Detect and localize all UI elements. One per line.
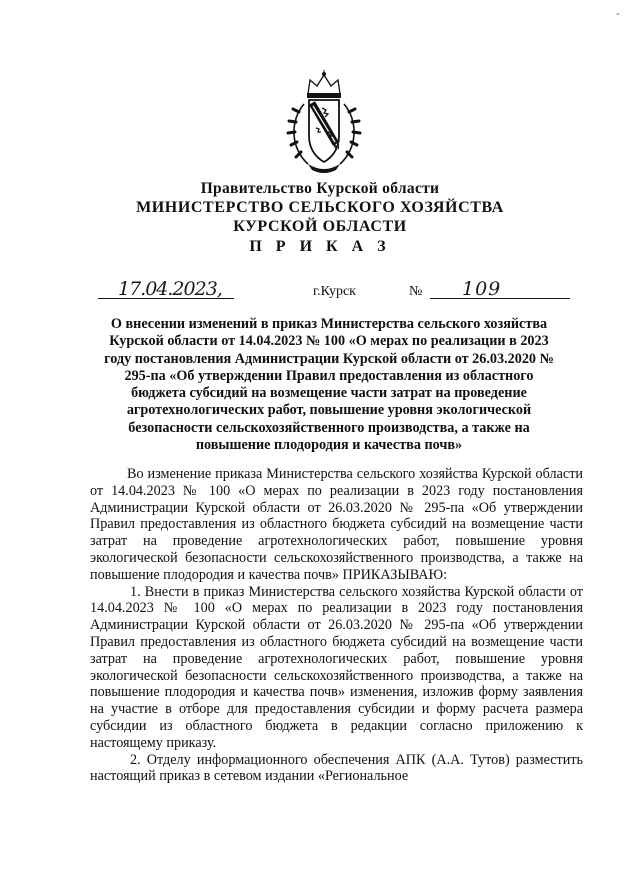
document-meta-row — [0, 278, 640, 304]
number-sign: № — [409, 284, 423, 299]
order-title: О внесении изменений в приказ Министерства сельского хозяйства Курской области от 14.04.2023 № 100 «О мерах по реализации в 2023 году постановления Администрации Курской области от 26.03.2020 № 295-па «Об утверждении Правил предоставления из областного бюджета субсидий на возмещение части затрат на проведение агротехнологических работ, повышение уровня экологической безопасности сельскохозяйственного производства, а также на повышение плодородия и качества почв» — [104, 316, 554, 454]
item-2-paragraph: 2. Отделу информационного обеспечения АПК (А.А. Тутов) разместить настоящий приказ в сетевом издании «Региональное — [90, 751, 583, 785]
coat-of-arms-icon — [286, 70, 362, 176]
handwritten-date: 17.04.2023, — [118, 278, 222, 300]
city-label: г.Курск — [313, 284, 356, 299]
date-underline — [98, 298, 234, 299]
intro-paragraph: Во изменение приказа Министерства сельского хозяйства Курской области от 14.04.2023 № 100 «О мерах по реализации в 2023 году постановления Администрации Курской области от 26.03.2020 № 295-па «Об утверждении Правил предоставления из областного бюджета субсидий на возмещение части затрат на проведение агротехнологических работ, повышение уровня экологической безопасности сельскохозяйственного производства, а также на повышение плодородия и качества почв» ПРИКАЗЫВАЮ: — [90, 466, 583, 583]
order-body — [90, 466, 583, 785]
item-1-paragraph: 1. Внести в приказ Министерства сельского хозяйства Курской области от 14.04.2023 № 100 «О мерах по реализации в 2023 году постановления Администрации Курской области от 26.03.2020 № 295-па «Об утверждении Правил предоставления из областного бюджета субсидий на возмещение части затрат на проведение агротехнологических работ, повышение уровня экологической безопасности сельскохозяйственного производства, а также на повышение плодородия и качества почв» изменения, изложив форму заявления на участие в отборе для предоставления субсидии и форму расчета размера субсидии из областного бюджета в редакции согласно приложению к настоящему приказу. — [90, 583, 583, 751]
document-header — [0, 180, 640, 257]
corner-mark: - — [616, 6, 620, 20]
government-name: Правительство Курской области — [200, 180, 440, 197]
document-type: П Р И К А З — [249, 238, 391, 255]
handwritten-number: 109 — [462, 278, 502, 300]
ministry-name-line1: МИНИСТЕРСТВО СЕЛЬСКОГО ХОЗЯЙСТВА — [136, 199, 504, 216]
number-underline — [430, 298, 570, 299]
ministry-name-line2: КУРСКОЙ ОБЛАСТИ — [233, 218, 407, 235]
